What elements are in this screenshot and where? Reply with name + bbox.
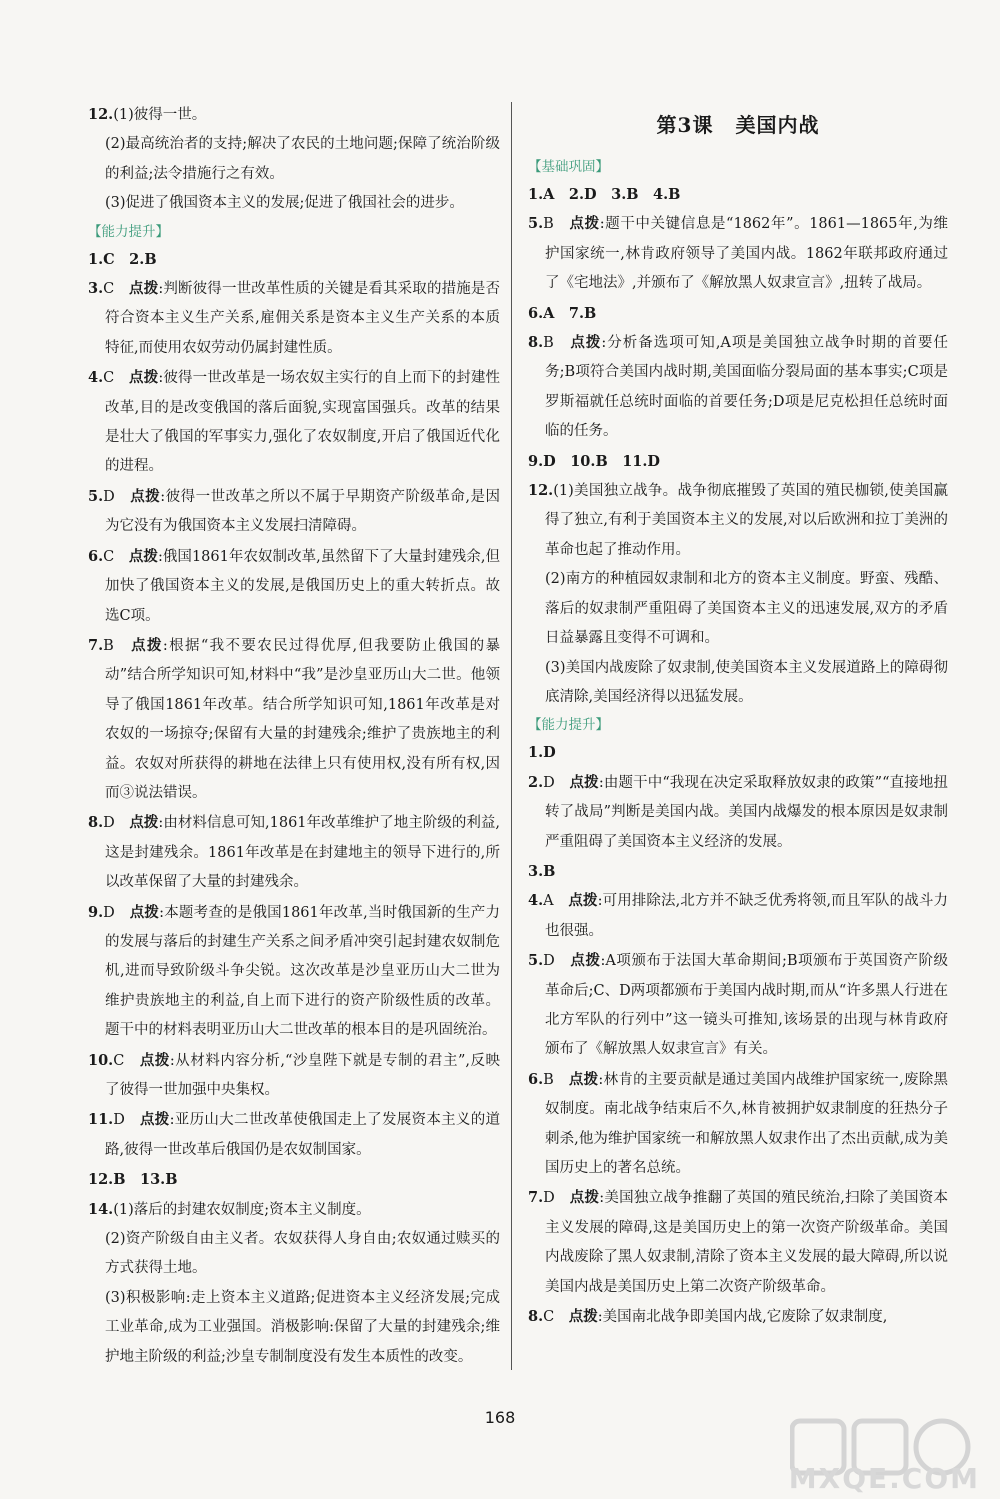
- answer-item-7: 7.D 点拨:美国独立战争推翻了英国的殖民统治,扫除了美国资本主义发展的障碍,这是美国历史上的第一次资产阶级革命。美国内战废除了黑人奴隶制,清除了资本主义发展的最大障碍,所以说美国内战是美国历史上第二次资产阶级革命。: [528, 1189, 949, 1295]
- answer-item-5b: 5.D 点拨:A项颁布于法国大革命期间;B项颁布于英国资产阶级革命后;C、D两项都颁布于美国内战时期,而从“许多黑人行进在北方军队的行列中”这一镜头可推知,该场景的出现与林肯政府颁布了《解放黑人奴隶宣言》有关。: [528, 952, 949, 1058]
- answer-subpart: (2)南方的种植园奴隶制和北方的资本主义制度。野蛮、残酷、落后的奴隶制严重阻碍了美国资本主义的迅速发展,双方的矛盾日益暴露且变得不可调和。: [545, 571, 948, 647]
- section-tag-ability: 【能力提升】: [528, 717, 609, 734]
- answer-item-11: 11.D 点拨:亚历山大二世改革使俄国走上了发展资本主义的道路,彼得一世改革后俄国仍是农奴制国家。: [88, 1111, 501, 1158]
- answer-item-3: 3.C 点拨:判断彼得一世改革性质的关键是看其采取的措施是否符合资本主义生产关系,雇佣关系是资本主义生产关系的本质特征,而使用农奴劳动仍属封建性质。: [88, 280, 501, 356]
- answer-subpart: (3)积极影响:走上资本主义道路;促进资本主义经济发展;完成工业革命,成为工业强国。消极影响:保留了大量的封建残余;维护地主阶级的利益;沙皇专制制度没有发生本质性的改变。: [105, 1289, 500, 1365]
- answer-line: 1.C 2.B: [88, 250, 157, 268]
- section-tag-ability: 【能力提升】: [88, 223, 169, 240]
- answer-item-2: 2.D 点拨:由题干中“我现在决定采取释放奴隶的政策”“直接地扭转了战局”判断是美国内战。美国内战爆发的根本原因是奴隶制严重阻碍了美国资本主义经济的发展。: [528, 773, 949, 850]
- left-column: [88, 100, 500, 1372]
- answer-item-6: 6.B 点拨:林肯的主要贡献是通过美国内战维护国家统一,废除黑奴制度。南北战争结束后不久,林肯被拥护奴隶制度的狂热分子刺杀,他为维护国家统一和解放黑人奴隶作出了杰出贡献,成为美国历史上的著名总统。: [528, 1070, 949, 1176]
- answer-item-8: 8.B 点拨:分析备选项可知,A项是美国独立战争时期的首要任务;B项符合美国内战时期,美国面临分裂局面的基本事实;C项是罗斯福就任总统时面临的首要任务;D项是尼克松担任总统时面临的任务。: [528, 334, 949, 440]
- answer-item-9: 9.D 点拨:本题考查的是俄国1861年改革,当时俄国新的生产力的发展与落后的封建生产关系之间矛盾冲突引起封建农奴制危机,进而导致阶级斗争尖锐。这次改革是沙皇亚历山大二世为维护贵族地主的利益,自上而下进行的资产阶级性质的改革。题干中的材料表明亚历山大二世改革的根本目的是巩固统治。: [88, 903, 501, 1039]
- answer-line: 12.B 13.B: [88, 1171, 178, 1189]
- answer-line: 9.D 10.B 11.D: [528, 452, 660, 470]
- page-number: 168: [484, 1408, 516, 1427]
- answer-subpart: (2)最高统治者的支持;解决了农民的土地问题;保障了统治阶级的利益;法令措施行之有效。: [105, 136, 500, 182]
- lesson-title: 第3课 美国内战: [656, 113, 820, 137]
- answer-line: 1.A 2.D 3.B 4.B: [528, 186, 681, 203]
- answer-subpart: (2)资产阶级自由主义者。农奴获得人身自由;农奴通过赎买的方式获得土地。: [105, 1231, 500, 1277]
- column-divider: [511, 102, 512, 1370]
- answer-subpart: (3)促进了俄国资本主义的发展;促进了俄国社会的进步。: [105, 195, 464, 212]
- answer-line: 3.B: [528, 862, 556, 880]
- answer-item-8: 8.D 点拨:由材料信息可知,1861年改革维护了地主阶级的利益,这是封建残余。1861年改革是在封建地主的领导下进行的,所以改革保留了大量的封建残余。: [88, 814, 501, 891]
- answer-item-5: 5.D 点拨:彼得一世改革之所以不属于早期资产阶级革命,是因为它没有为俄国资本主义发展扫清障碍。: [88, 487, 501, 535]
- answer-item-4: 4.A 点拨:可用排除法,北方并不缺乏优秀将领,而且军队的战斗力也很强。: [528, 892, 949, 939]
- answer-item-12: 12.(1)美国独立战争。战争彻底摧毁了英国的殖民枷锁,使美国赢得了独立,有利于美国资本主义的发展,对以后欧洲和拉丁美洲的革命也起了推动作用。: [528, 482, 948, 558]
- answer-item-4: 4.C 点拨:彼得一世改革是一场农奴主实行的自上而下的封建性改革,目的是改变俄国的落后面貌,实现富国强兵。改革的结果是壮大了俄国的军事实力,强化了农奴制度,开启了俄国近代化的进程。: [88, 369, 501, 475]
- answer-item-14: 14.(1)落后的封建农奴制度;资本主义制度。: [88, 1200, 371, 1218]
- right-column: [528, 100, 948, 1332]
- section-tag-basic: 【基础巩固】: [528, 159, 609, 175]
- answer-item-10: 10.C 点拨:从材料内容分析,“沙皇陛下就是专制的君主”,反映了彼得一世加强中央集权。: [88, 1051, 501, 1098]
- answer-item-12: 12.(1)彼得一世。: [88, 106, 207, 123]
- answer-item-8b: 8.C 点拨:美国南北战争即美国内战,它废除了奴隶制度,: [528, 1308, 888, 1326]
- answer-line: 6.A 7.B: [528, 304, 597, 322]
- answer-item-6: 6.C 点拨:俄国1861年农奴制改革,虽然留下了大量封建残余,但加快了俄国资本主义的发展,是俄国历史上的重大转折点。故选C项。: [88, 547, 500, 624]
- answer-line: 1.D: [528, 744, 556, 762]
- answer-item-5: 5.B 点拨:题干中关键信息是“1862年”。1861—1865年,为维护国家统一,林肯政府领导了美国内战。1862年联邦政府通过了《宅地法》,并颁布了《解放黑人奴隶宣言》,扭转了战局。: [528, 215, 949, 292]
- watermark-text: MXQE.COM: [788, 1462, 980, 1495]
- answer-subpart: (3)美国内战废除了奴隶制,使美国资本主义发展道路上的障碍彻底清除,美国经济得以迅猛发展。: [545, 659, 948, 705]
- answer-item-7: 7.B 点拨:根据“我不要农民过得优厚,但我要防止俄国的暴动”结合所学知识可知,材料中“我”是沙皇亚历山大二世。他领导了俄国1861年改革。结合所学知识可知,1861年改革是对农奴的一场掠夺;保留有大量的封建残余;维护了贵族地主的利益。农奴对所获得的耕地在法律上只有使用权,没有所有权,因而③说法错误。: [88, 636, 501, 801]
